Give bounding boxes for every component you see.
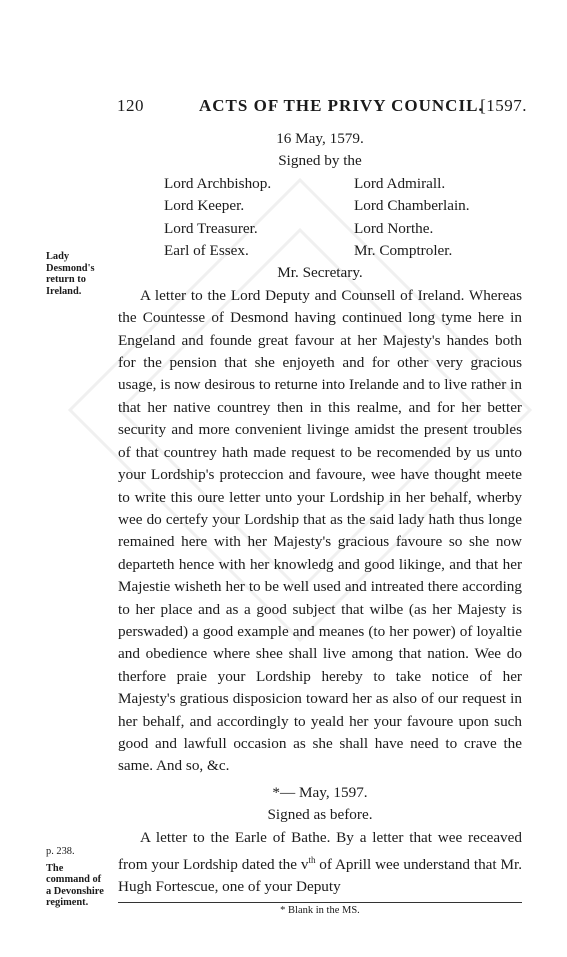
- entry1-date: 16 May, 1579.: [276, 130, 364, 147]
- running-title: ACTS OF THE PRIVY COUNCIL.: [199, 96, 484, 115]
- signatory: Lord Treasurer.: [164, 219, 258, 237]
- entry2-signed-line: Signed as before.: [267, 806, 373, 824]
- entry1-signed-line: Signed by the: [278, 152, 362, 170]
- page-number: 120: [117, 96, 144, 115]
- signatory-row: [164, 218, 470, 240]
- entry2-date: *— May, 1597.: [272, 783, 368, 801]
- signatory-row: [164, 240, 470, 262]
- signatory: Lord Archbishop.: [164, 174, 272, 192]
- margin-note-line: return to: [46, 274, 86, 285]
- margin-note-devonshire: [46, 846, 118, 909]
- signatory: Lord Chamberlain.: [354, 197, 470, 215]
- margin-note-line: command of: [46, 874, 102, 885]
- signatory-table: [164, 173, 470, 263]
- margin-note-line: Lady: [46, 251, 70, 262]
- superscript-th: th: [308, 855, 316, 865]
- signatory: Mr. Comptroler.: [354, 242, 453, 260]
- header-year: [1597.: [480, 96, 527, 115]
- margin-note-lady-desmond: [46, 251, 118, 297]
- margin-note-line: Ireland.: [46, 285, 82, 297]
- margin-note-line: The: [46, 862, 64, 874]
- final-signatory: Mr. Secretary.: [277, 264, 363, 282]
- margin-page-ref: p. 238.: [46, 846, 75, 857]
- footnote-divider: [118, 902, 522, 903]
- entry2-letter-text: [118, 827, 522, 899]
- signatory: Lord Admirall.: [354, 174, 446, 192]
- signatory: Lord Keeper.: [164, 197, 245, 215]
- margin-note-line: regiment.: [46, 897, 89, 908]
- entry2-text-end: of Aprill wee understand that Mr. Hugh Fortescue, one of your Deputy: [118, 856, 522, 896]
- footnote: * Blank in the MS.: [280, 904, 360, 916]
- signatory-row: [164, 173, 470, 195]
- signatory: Lord Northe.: [354, 219, 434, 237]
- main-text: [118, 128, 522, 917]
- entry2-text-start: A letter to the Earle of Bathe. By a letter that wee receaved from your Lordship dated the v: [118, 828, 522, 874]
- margin-note-line: Desmond's: [46, 262, 95, 274]
- entry1-letter-text: A letter to the Lord Deputy and Counsell of Ireland. Whereas the Countesse of Desmond having continued long tyme here in Engeland and founde great favour at her Majesty's handes both for the pension that she enjoyeth and for other very gracious usage, is now desirous to returne into Irelande and to live rather in that her native countrey then in this realme, and for her better security and more convenient livinge amidst the present troubles of that countrey hath made request to be recomended by us unto your Lordship's proteccion and favoure, wee have thought meete to write this oure letter unto your Lordship in her behalf, wherby wee do certefy your Lordship that as the said lady hath thus longe remained here with her Majesty's gracious favoure so she now departeth hence with her knowledg and good likinge, and that her Majestie wisheth her to be well used and intreated there according to her place and as a good subject that wilbe (as her Majesty is perswaded) a good example and meanes (to her power) of loyaltie and obedience where shee shall live among that nation. Wee do therfore praie your Lordship hereby to take notice of her Majesty's gratious disposicion toward her as also of our request in her behalf, and accordingly to yeald her your favoure upon such good and lawfull occasion as she shall have need to crave the same. And so, &c.: [118, 286, 522, 775]
- signatory: Earl of Essex.: [164, 242, 249, 260]
- signatory-row: [164, 195, 470, 217]
- margin-note-line: a Devonshire: [46, 885, 104, 897]
